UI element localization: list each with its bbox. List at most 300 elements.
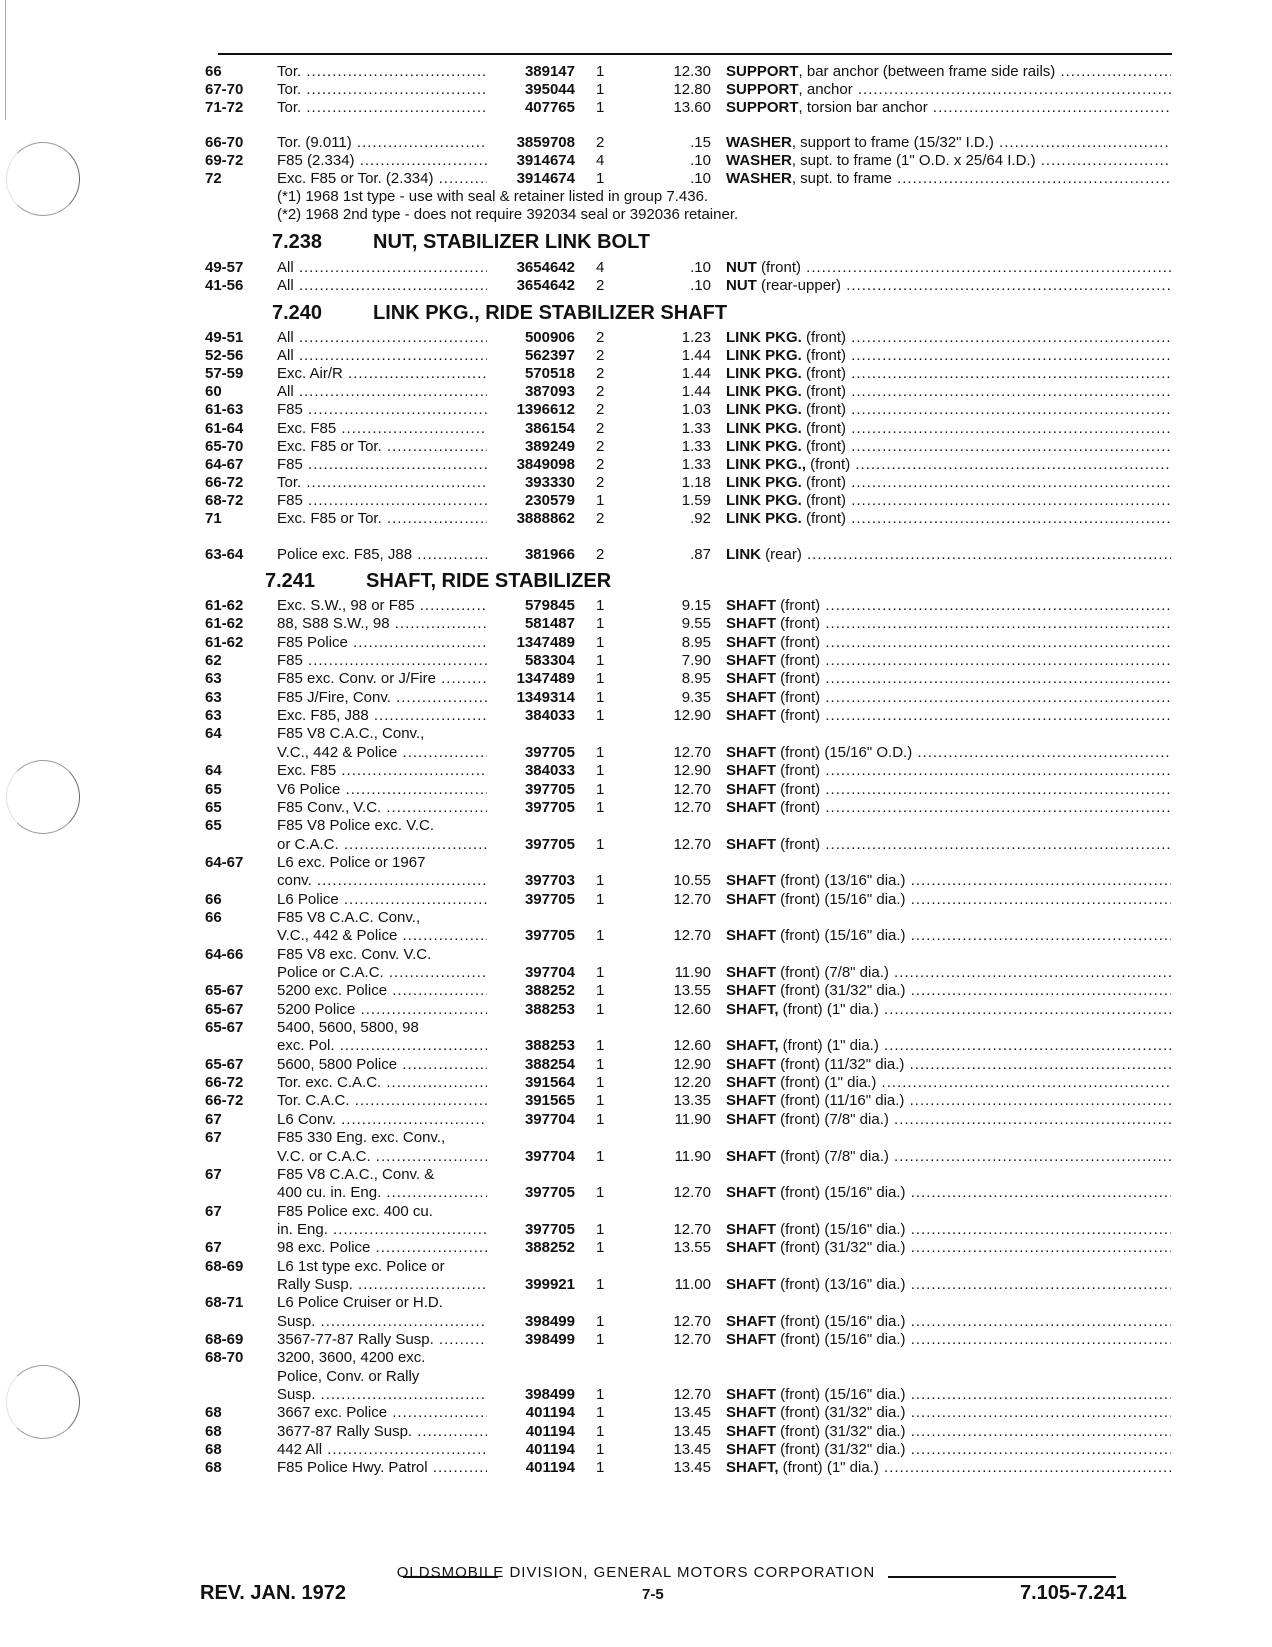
usage-description: Tor. C.A.C. ..... [277, 1091, 487, 1110]
table-row [0, 545, 1272, 564]
part-name: LINK PKG. [726, 510, 802, 527]
usage-description: Exc. F85 or Tor. ..... [277, 437, 487, 456]
quantity: 1 [596, 1275, 605, 1293]
part-name-cell [726, 1073, 1171, 1092]
quantity: 1 [596, 780, 605, 798]
part-name: LINK PKG. [726, 347, 802, 365]
part-name: SHAFT [726, 1092, 776, 1110]
part-name-cell [726, 633, 1171, 652]
quantity: 1 [596, 1459, 605, 1477]
quantity: 2 [596, 473, 605, 491]
part-number: 386154 [524, 419, 575, 437]
price: 12.90 [673, 707, 711, 725]
part-name-cell [726, 743, 1171, 762]
part-detail: (front) [776, 798, 821, 816]
top-rule [218, 53, 1172, 55]
part-name: LINK PKG. [726, 383, 802, 401]
table-row [0, 133, 1272, 152]
quantity: 1 [596, 99, 605, 116]
part-detail: (front) [776, 762, 821, 780]
quantity: 1 [596, 1404, 605, 1422]
usage-description: F85 V8 C.A.C., Conv. & [277, 1165, 435, 1183]
part-detail: (front) (13/16" dia.) [776, 872, 906, 890]
table-row [0, 945, 1272, 964]
part-name: SHAFT [726, 1422, 776, 1440]
table-row [0, 1202, 1272, 1221]
price: 1.44 [681, 383, 711, 401]
part-detail: (front) (15/16" dia.) [776, 1312, 906, 1330]
usage-description: 5200 Police ..... [277, 1000, 487, 1019]
part-name: SUPPORT [726, 63, 799, 80]
part-number: 500906 [524, 329, 575, 346]
part-name: SHAFT, [726, 1000, 779, 1018]
usage-description: F85 ..... [277, 400, 487, 419]
part-detail: (front) [776, 688, 821, 706]
model-year: 61-62 [205, 597, 244, 614]
footer-page-number: 7-5 [642, 1586, 664, 1603]
part-name-cell [726, 596, 1171, 615]
part-name-cell [726, 1110, 1171, 1129]
price: 12.70 [673, 1184, 711, 1202]
part-number: 399921 [524, 1275, 575, 1293]
table-row [0, 1055, 1272, 1074]
part-name-cell [726, 835, 1171, 854]
price: 11.90 [674, 1110, 711, 1128]
part-name: LINK PKG. [726, 419, 802, 437]
price: 11.90 [674, 1147, 711, 1165]
part-name: SHAFT [726, 633, 776, 651]
model-year: 69-72 [205, 152, 244, 169]
part-detail: (front) [801, 437, 847, 455]
part-detail: , bar anchor (between frame side rails) [798, 63, 1056, 80]
table-row [0, 908, 1272, 927]
table-row [0, 364, 1272, 383]
price: 12.20 [673, 1074, 711, 1092]
model-year: 65-70 [205, 437, 244, 455]
part-name-cell [726, 871, 1171, 890]
part-number: 397705 [524, 890, 575, 908]
model-year: 67-70 [205, 81, 244, 98]
part-number: 389147 [524, 63, 575, 80]
table-row [0, 437, 1272, 456]
footnote: (*1) 1968 1st type - use with seal & retainer listed in group 7.436. [277, 188, 709, 205]
price: 1.18 [681, 473, 711, 491]
quantity: 1 [596, 652, 605, 670]
table-row [0, 1128, 1272, 1147]
quantity: 1 [596, 762, 605, 780]
table-row [0, 1000, 1272, 1019]
part-detail: (front) (13/16" dia.) [776, 1275, 906, 1293]
part-detail: (front) (7/8" dia.) [776, 1110, 889, 1128]
part-name: LINK PKG. [726, 491, 802, 509]
part-name-cell [726, 669, 1171, 688]
part-detail: (front) [806, 455, 851, 473]
quantity: 1 [596, 1092, 605, 1110]
part-number: 397704 [524, 1147, 575, 1165]
part-name: SHAFT [726, 1239, 776, 1257]
quantity: 2 [596, 455, 605, 473]
part-name: LINK PKG. [726, 329, 802, 346]
quantity: 2 [596, 134, 605, 151]
part-detail: (front) (15/16" dia.) [776, 927, 906, 945]
model-year: 64-67 [205, 853, 244, 871]
table-row [0, 596, 1272, 615]
price: 1.59 [681, 491, 711, 509]
model-year: 65 [205, 798, 222, 816]
table-row [0, 724, 1272, 743]
usage-description: 442 All ..... [277, 1440, 487, 1459]
price: 13.45 [673, 1422, 711, 1440]
part-detail: (front) [776, 707, 821, 725]
part-number: 397704 [524, 964, 575, 981]
table-row [0, 276, 1272, 295]
price: 12.30 [673, 63, 711, 80]
part-number: 391565 [524, 1092, 575, 1110]
quantity: 1 [596, 688, 605, 706]
price: 9.15 [681, 597, 711, 614]
model-year: 67 [205, 1239, 222, 1257]
model-year: 64-67 [205, 455, 244, 473]
part-number: 3888862 [516, 510, 575, 527]
model-year: 61-62 [205, 615, 244, 633]
part-name-cell [726, 651, 1171, 670]
usage-description: F85 Police exc. 400 cu. [277, 1202, 433, 1220]
model-year: 65-67 [205, 1000, 244, 1018]
table-row [0, 455, 1272, 474]
part-detail: (front) [801, 365, 847, 383]
model-year: 67 [205, 1129, 222, 1147]
part-detail: (front) (7/8" dia.) [776, 964, 889, 981]
part-name: LINK PKG. [726, 401, 802, 419]
table-row [0, 1091, 1272, 1110]
part-detail: (front) (31/32" dia.) [776, 1239, 906, 1257]
price: 13.55 [673, 1239, 711, 1257]
section-number: 7.238 [272, 231, 323, 253]
part-name-cell [726, 688, 1171, 707]
part-name-cell [726, 926, 1171, 945]
model-year: 68-71 [205, 1294, 244, 1312]
part-detail: (front) (1" dia.) [778, 1459, 879, 1477]
table-row [0, 62, 1272, 81]
model-year: 68-69 [205, 1331, 244, 1348]
table-row [0, 258, 1272, 277]
part-detail: (front) [776, 633, 821, 651]
usage-description: 5600, 5800 Police ..... [277, 1055, 487, 1074]
part-detail: (front) [801, 419, 847, 437]
part-name: SHAFT [726, 927, 776, 945]
part-number: 1347489 [516, 670, 575, 688]
model-year: 68 [205, 1459, 222, 1477]
model-year: 49-57 [205, 259, 244, 276]
model-year: 63 [205, 688, 222, 706]
part-detail: (front) [776, 780, 821, 798]
part-name-cell [726, 455, 1171, 474]
usage-description: Tor. ..... [277, 98, 487, 117]
table-row [0, 1165, 1272, 1184]
quantity: 1 [596, 1312, 605, 1330]
part-number: 230579 [524, 491, 575, 509]
part-name-cell [726, 364, 1171, 383]
quantity: 1 [596, 670, 605, 688]
usage-description: 3567-77-87 Rally Susp. ..... [277, 1330, 487, 1349]
model-year: 65-67 [205, 982, 244, 1000]
part-name: SHAFT [726, 872, 776, 890]
part-detail: (front) (1" dia.) [778, 1000, 879, 1018]
part-number: 401194 [525, 1459, 575, 1477]
part-name-cell [726, 1385, 1171, 1404]
usage-description: F85 330 Eng. exc. Conv., [277, 1129, 446, 1147]
part-name-cell [726, 328, 1171, 347]
part-number: 388252 [524, 982, 575, 1000]
part-number: 583304 [524, 652, 575, 670]
part-name: NUT [726, 277, 757, 295]
table-row [0, 1385, 1272, 1404]
price: 1.44 [681, 365, 711, 383]
part-detail: (front) [801, 401, 847, 419]
part-detail: (front) (15/16" O.D.) [776, 743, 913, 761]
model-year: 60 [205, 383, 222, 401]
price: 12.70 [673, 1220, 711, 1238]
model-year: 72 [205, 170, 222, 187]
part-name: SHAFT [726, 762, 776, 780]
part-name: SHAFT [726, 1404, 776, 1422]
usage-description: V.C. or C.A.C. ..... [277, 1147, 487, 1166]
usage-description: Susp. ..... [277, 1385, 487, 1404]
part-number: 388253 [524, 1000, 575, 1018]
part-detail: , anchor [798, 81, 853, 98]
part-number: 389249 [524, 437, 575, 455]
usage-description: 3667 exc. Police ..... [277, 1403, 487, 1422]
quantity: 1 [596, 1074, 605, 1092]
part-detail: , supt. to frame (1" O.D. x 25/64 I.D.) [791, 152, 1036, 169]
quantity: 1 [596, 491, 605, 509]
usage-description: Exc. F85 or Tor. ..... [277, 509, 487, 528]
part-name: SHAFT [726, 1331, 776, 1348]
part-number: 398499 [524, 1312, 575, 1330]
usage-description: F85 ..... [277, 651, 487, 670]
quantity: 1 [596, 1422, 605, 1440]
usage-description: or C.A.C. ..... [277, 835, 487, 854]
model-year: 64 [205, 725, 222, 743]
model-year: 63-64 [205, 546, 244, 564]
model-year: 68 [205, 1404, 222, 1422]
model-year: 71-72 [205, 99, 244, 116]
part-name-cell [726, 346, 1171, 365]
part-name-cell [726, 1147, 1171, 1166]
part-detail: (front) [756, 259, 802, 276]
usage-description: F85 Police ..... [277, 633, 487, 652]
quantity: 2 [596, 347, 605, 365]
quantity: 1 [596, 597, 605, 614]
part-name: SHAFT [726, 835, 776, 853]
part-number: 391564 [524, 1074, 575, 1092]
part-name-cell [726, 133, 1171, 152]
price: 12.60 [673, 1037, 711, 1055]
quantity: 1 [596, 633, 605, 651]
quantity: 1 [596, 1220, 605, 1238]
model-year: 67 [205, 1202, 222, 1220]
model-year: 67 [205, 1165, 222, 1183]
table-row [0, 473, 1272, 492]
table-row [0, 743, 1272, 762]
part-number: 581487 [524, 615, 575, 633]
price: 12.70 [673, 1386, 711, 1404]
quantity: 2 [596, 546, 605, 564]
table-row [0, 614, 1272, 633]
usage-description: L6 Police Cruiser or H.D. [277, 1294, 443, 1312]
price: 12.60 [673, 1000, 711, 1018]
price: 12.70 [673, 798, 711, 816]
table-row [0, 816, 1272, 835]
price: 12.70 [673, 743, 711, 761]
quantity: 1 [596, 1000, 605, 1018]
price: 13.45 [673, 1441, 711, 1459]
part-name-cell [726, 437, 1171, 456]
price: 10.55 [673, 872, 711, 890]
part-name-cell [726, 419, 1171, 438]
part-number: 397705 [524, 780, 575, 798]
model-year: 64-66 [205, 945, 244, 963]
part-detail: (rear) [761, 546, 802, 564]
part-number: 1396612 [516, 401, 575, 419]
usage-description: Police exc. F85, J88 ..... [277, 545, 487, 564]
model-year: 62 [205, 652, 222, 670]
part-detail: (front) (7/8" dia.) [776, 1147, 889, 1165]
usage-description: Police, Conv. or Rally [277, 1367, 420, 1385]
table-row [0, 1147, 1272, 1166]
price: 1.03 [681, 401, 711, 419]
part-name-cell [726, 258, 1171, 277]
table-row [0, 1275, 1272, 1294]
usage-description: F85 Conv., V.C. ..... [277, 798, 487, 817]
usage-description: Exc. F85 ..... [277, 419, 487, 438]
model-year: 66-72 [205, 1074, 244, 1092]
usage-description: Exc. F85 or Tor. (2.334) ..... [277, 169, 487, 188]
quantity: 1 [596, 1147, 605, 1165]
model-year: 65-67 [205, 1055, 244, 1073]
part-detail: (front) [801, 329, 847, 346]
quantity: 1 [596, 1331, 605, 1348]
part-name-cell [726, 151, 1171, 170]
part-name-cell [726, 276, 1171, 295]
usage-description: L6 1st type exc. Police or [277, 1257, 445, 1275]
usage-description: All ..... [277, 258, 487, 277]
part-name: LINK PKG. [726, 437, 802, 455]
quantity: 4 [596, 152, 605, 169]
section-title: NUT, STABILIZER LINK BOLT [373, 231, 651, 253]
usage-description: in. Eng. ..... [277, 1220, 487, 1239]
usage-description: exc. Pol. ..... [277, 1036, 487, 1055]
part-number: 398499 [524, 1386, 575, 1404]
part-detail: , torsion bar anchor [798, 99, 928, 116]
table-row [0, 1403, 1272, 1422]
part-name: SHAFT [726, 670, 776, 688]
part-number: 397705 [524, 743, 575, 761]
model-year: 63 [205, 670, 222, 688]
usage-description: Tor. ..... [277, 80, 487, 99]
table-row [0, 780, 1272, 799]
part-name: LINK PKG. [726, 473, 802, 491]
part-number: 397705 [524, 798, 575, 816]
table-row [0, 491, 1272, 510]
table-row [0, 651, 1272, 670]
table-row [0, 798, 1272, 817]
part-detail: (front) (11/32" dia.) [776, 1055, 905, 1073]
usage-description: 5400, 5600, 5800, 98 [277, 1019, 419, 1037]
price: 11.90 [674, 964, 711, 981]
part-name-cell [726, 1055, 1171, 1074]
part-name: SHAFT [726, 1386, 776, 1404]
model-year: 52-56 [205, 347, 244, 365]
part-number: 397705 [524, 927, 575, 945]
table-row [0, 835, 1272, 854]
part-name: SHAFT [726, 615, 776, 633]
usage-description: 400 cu. in. Eng. ..... [277, 1183, 487, 1202]
part-detail: (front) (1" dia.) [778, 1037, 879, 1055]
usage-description: F85 V8 C.A.C., Conv., [277, 725, 425, 743]
part-detail: (rear-upper) [756, 277, 842, 295]
price: 9.55 [681, 615, 711, 633]
price: 8.95 [681, 633, 711, 651]
model-year: 61-62 [205, 633, 244, 651]
usage-description: F85 ..... [277, 455, 487, 474]
section-title: LINK PKG., RIDE STABILIZER SHAFT [373, 302, 728, 324]
part-name: WASHER [726, 152, 792, 169]
usage-description: F85 V8 C.A.C. Conv., [277, 908, 421, 926]
table-row [0, 1220, 1272, 1239]
model-year: 67 [205, 1110, 222, 1128]
price: 13.45 [673, 1459, 711, 1477]
usage-description: 98 exc. Police ..... [277, 1238, 487, 1257]
usage-description: F85 Police Hwy. Patrol ..... [277, 1458, 487, 1477]
usage-description: Exc. S.W., 98 or F85 ..... [277, 596, 487, 615]
part-name-cell [726, 1238, 1171, 1257]
table-row [0, 761, 1272, 780]
usage-description: Tor. (9.011) ..... [277, 133, 487, 152]
part-name: SHAFT [726, 1441, 776, 1459]
table-row [0, 926, 1272, 945]
part-number: 384033 [524, 762, 575, 780]
part-name-cell [726, 382, 1171, 401]
part-name: SHAFT [726, 1055, 776, 1073]
usage-description: Exc. F85, J88 ..... [277, 706, 487, 725]
part-number: 397705 [524, 835, 575, 853]
quantity: 1 [596, 1386, 605, 1404]
part-name-cell [726, 98, 1171, 117]
price: 13.60 [673, 99, 711, 116]
part-name-cell [726, 1458, 1171, 1477]
part-name-cell [726, 509, 1171, 528]
part-name-cell [726, 62, 1171, 81]
table-row [0, 1458, 1272, 1477]
model-year: 66-72 [205, 473, 244, 491]
table-row [0, 633, 1272, 652]
usage-description: F85 ..... [277, 491, 487, 510]
part-name: SHAFT [726, 1147, 776, 1165]
model-year: 64 [205, 762, 222, 780]
usage-description: F85 (2.334) ..... [277, 151, 487, 170]
table-row [0, 328, 1272, 347]
part-name: LINK PKG., [726, 455, 807, 473]
part-detail: (front) [801, 491, 847, 509]
part-detail: (front) (15/16" dia.) [776, 890, 906, 908]
part-number: 579845 [524, 597, 575, 614]
part-detail: (front) (31/32" dia.) [776, 1404, 906, 1422]
usage-description: V.C., 442 & Police ..... [277, 926, 487, 945]
part-detail: (front) [776, 835, 821, 853]
table-row [0, 382, 1272, 401]
table-row [0, 1330, 1272, 1349]
